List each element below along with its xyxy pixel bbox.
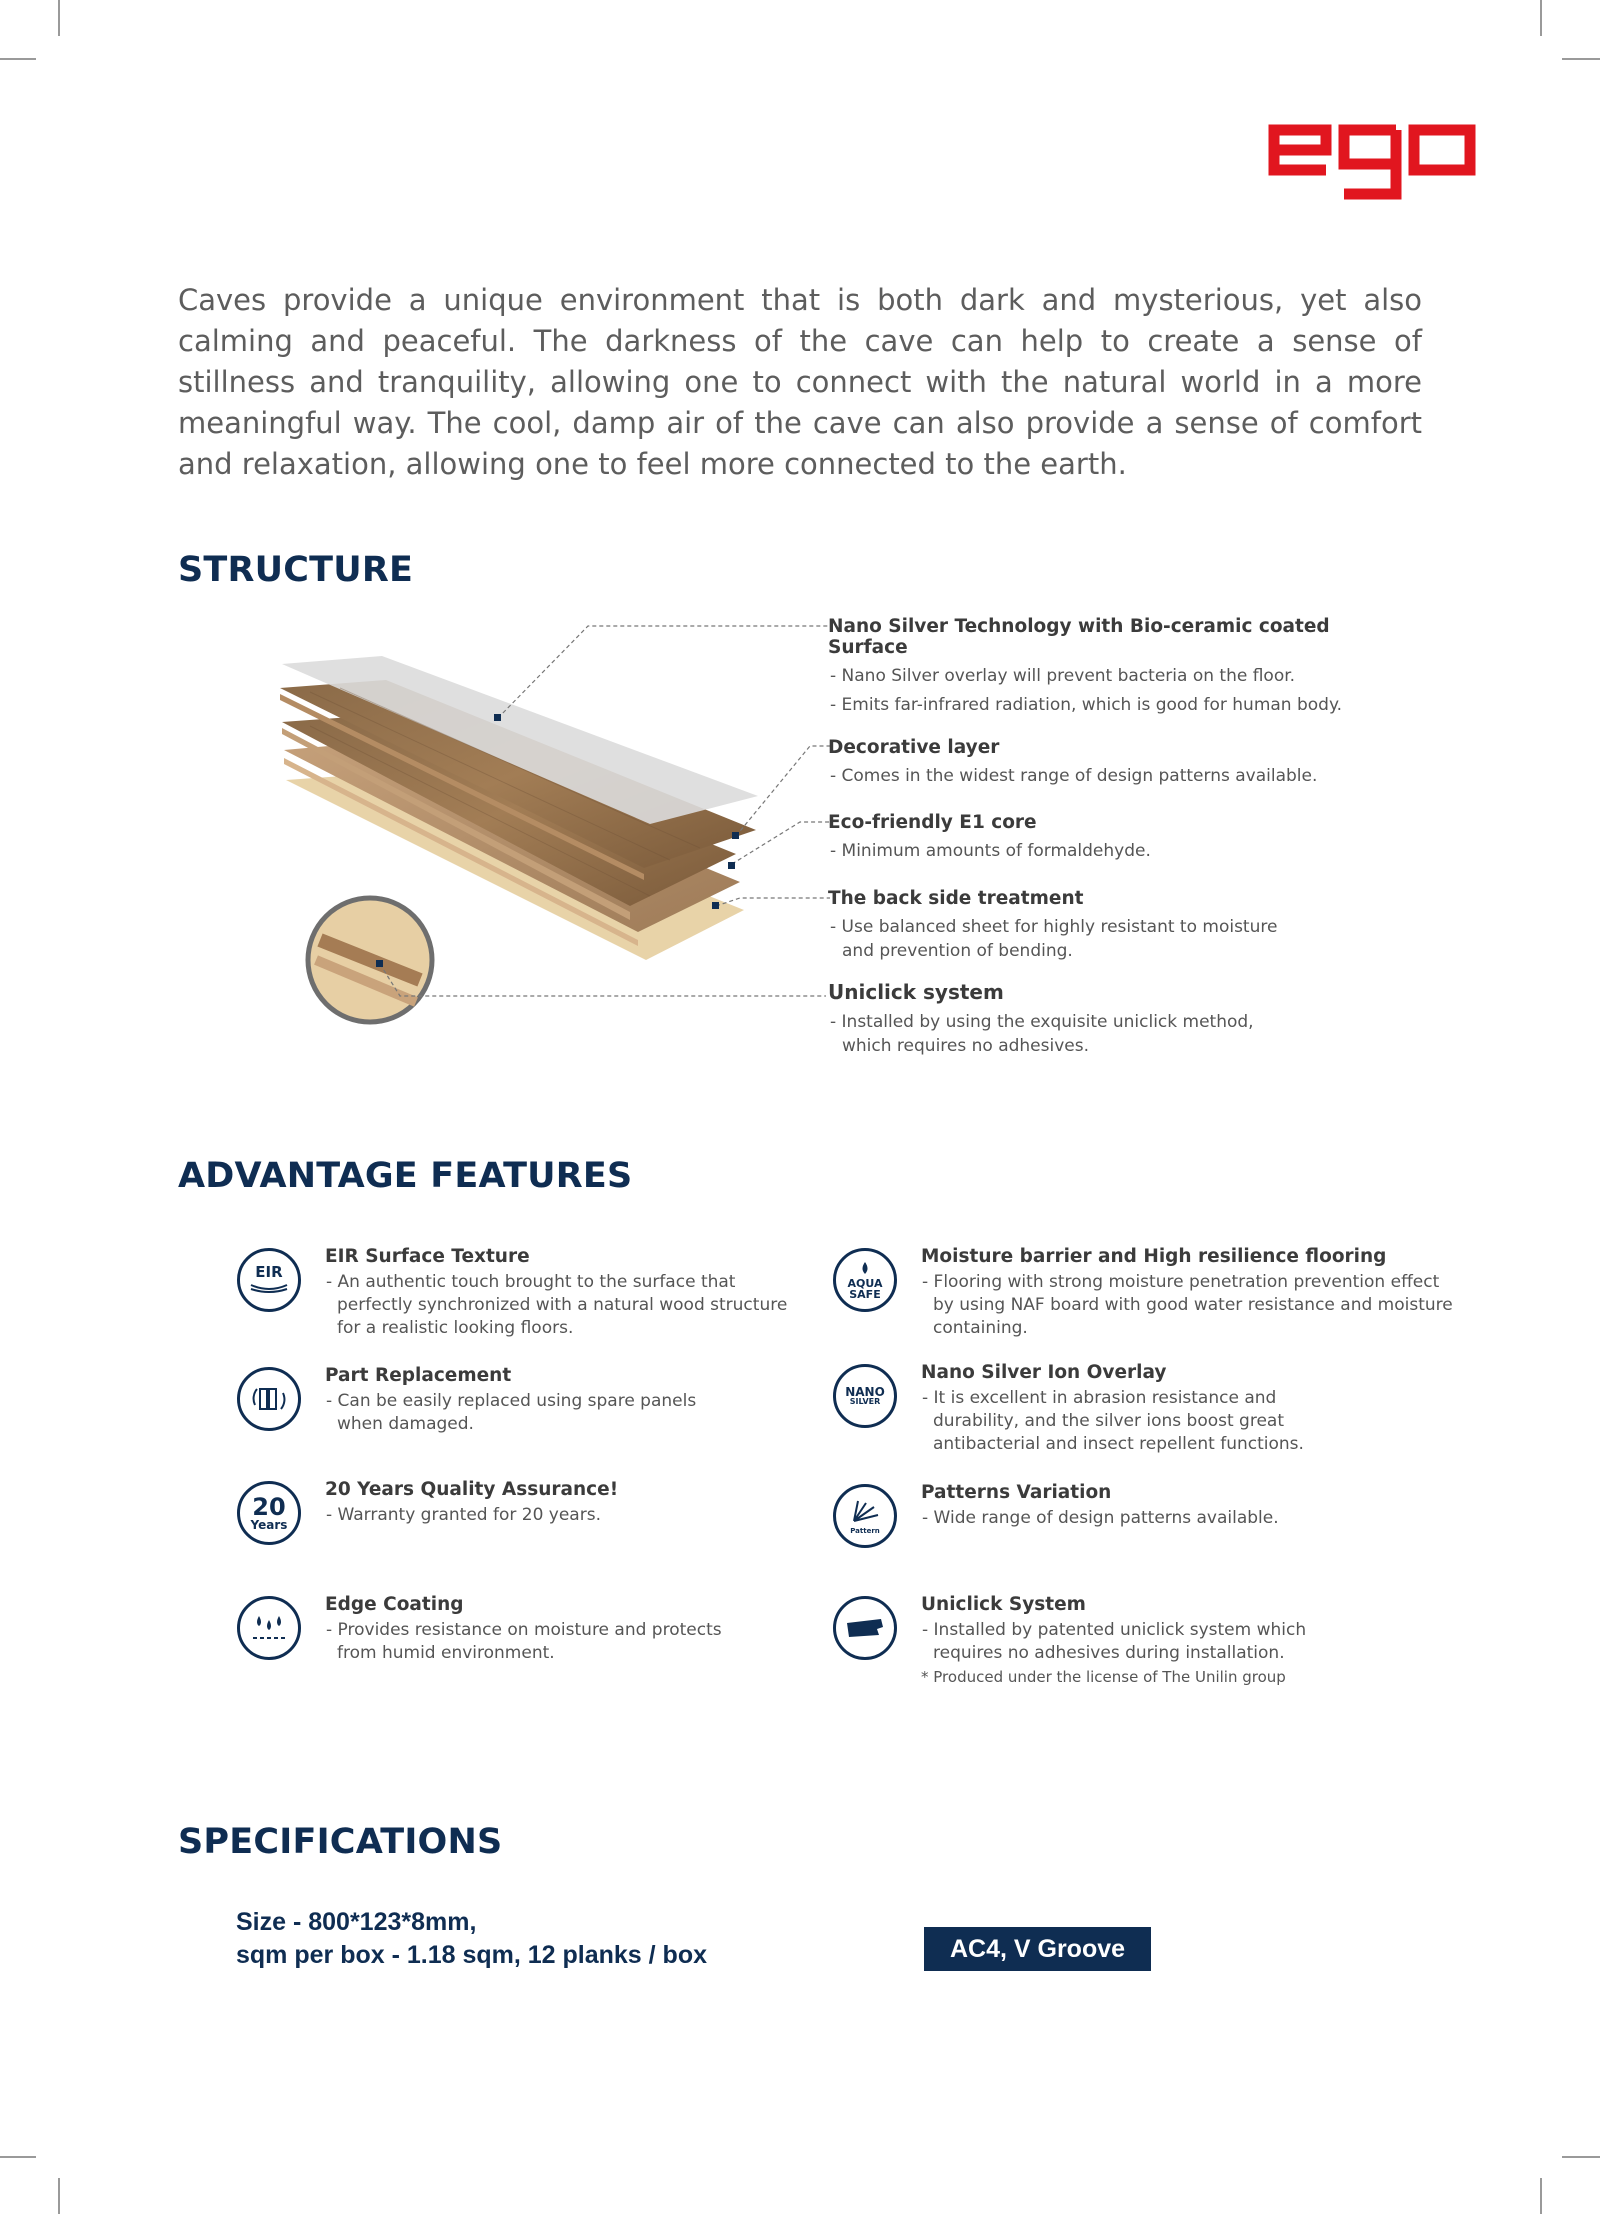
pattern-label: Pattern <box>850 1527 880 1535</box>
layer-title: The back side treatment <box>828 888 1084 909</box>
feature-desc: - Flooring with strong moisture penetration prevention effect by using NAF board with good water resistance and moisture containing. <box>922 1272 1453 1338</box>
crop-mark <box>1540 2178 1542 2214</box>
feature-title: Nano Silver Ion Overlay <box>921 1362 1167 1383</box>
feature-desc: - Wide range of design patterns available. <box>922 1508 1279 1528</box>
spec-box: sqm per box - 1.18 sqm, 12 planks / box <box>236 1941 707 1969</box>
layer-title: Decorative layer <box>828 737 1000 758</box>
intro-paragraph: Caves provide a unique environment that is both dark and mysterious, yet also calming and peaceful. The darkness of the cave can help to create a sense of stillness and tranquility, allowing one to connect with the natural world in a more meaningful way. The cool, damp air of the cave can also provide a sense of comfort and relaxation, allowing one to feel more connected to the earth. <box>178 283 1422 481</box>
silver-label: SILVER <box>849 1397 881 1406</box>
crop-mark <box>1562 58 1600 60</box>
feature-desc: - Installed by patented uniclick system which requires no adhesives during installation. <box>922 1620 1307 1663</box>
feature-title: Part Replacement <box>325 1365 512 1386</box>
feature-title: 20 Years Quality Assurance! <box>325 1479 619 1500</box>
layer-desc: - Nano Silver overlay will prevent bacteria on the floor. <box>830 666 1296 686</box>
layer-desc: - Comes in the widest range of design patterns available. <box>830 766 1318 786</box>
feature-desc: - Warranty granted for 20 years. <box>326 1505 601 1525</box>
spec-size: Size - 800*123*8mm, <box>236 1908 477 1936</box>
patterns-icon <box>833 1484 897 1548</box>
nano-label: NANO <box>845 1385 885 1399</box>
feature-title: Moisture barrier and High resilience flooring <box>921 1246 1387 1267</box>
layer-back-side <box>828 888 1298 968</box>
license-note: * Produced under the license of The Unilin group <box>921 1668 1286 1686</box>
layer-desc: - Minimum amounts of formaldehyde. <box>830 841 1151 861</box>
layer-title: Uniclick system <box>828 980 1004 1004</box>
years-number: 20 <box>252 1493 286 1521</box>
years-label: Years <box>250 1518 288 1532</box>
specifications-title: SPECIFICATIONS <box>178 1822 503 1862</box>
layer-decorative <box>828 737 1388 793</box>
layer-uniclick <box>828 980 1278 1063</box>
feature-title: Uniclick System <box>921 1594 1086 1615</box>
crop-mark <box>0 58 36 60</box>
crop-mark <box>1540 0 1542 36</box>
crop-mark <box>58 2178 60 2214</box>
crop-mark <box>0 2156 36 2158</box>
advantage-title: ADVANTAGE FEATURES <box>178 1156 633 1196</box>
structure-title: STRUCTURE <box>178 550 414 590</box>
spec-details <box>236 1906 707 1972</box>
crop-mark <box>58 0 60 36</box>
feature-desc: - Provides resistance on moisture and protects from humid environment. <box>326 1620 722 1663</box>
20-years-icon <box>237 1481 301 1545</box>
crop-mark <box>1562 2156 1600 2158</box>
feature-title: Patterns Variation <box>921 1482 1112 1503</box>
layer-desc: - Installed by using the exquisite uniclick method, which requires no adhesives. <box>830 1012 1254 1056</box>
feature-desc: - It is excellent in abrasion resistance and durability, and the silver ions boost great antibacterial and insect repellent functions. <box>922 1388 1304 1454</box>
eir-icon-text: EIR <box>255 1262 283 1281</box>
feature-title: EIR Surface Texture <box>325 1246 530 1267</box>
layer-nano-silver <box>828 616 1388 722</box>
layer-core <box>828 812 1388 868</box>
layer-title: Nano Silver Technology with Bio-ceramic coated Surface <box>828 616 1330 658</box>
spec-badge: AC4, V Groove <box>924 1927 1151 1971</box>
water-drops-icon <box>237 1596 301 1660</box>
part-replacement-icon <box>237 1367 301 1431</box>
layer-title: Eco-friendly E1 core <box>828 812 1037 833</box>
feature-desc: - Can be easily replaced using spare panels when damaged. <box>326 1391 697 1434</box>
aqua-label: AQUA <box>847 1276 883 1290</box>
uniclick-icon <box>833 1596 897 1660</box>
layer-desc: - Emits far-infrared radiation, which is good for human body. <box>830 695 1343 715</box>
eir-icon <box>237 1248 301 1312</box>
aqua-safe-icon <box>833 1248 897 1312</box>
nano-silver-icon <box>833 1364 897 1428</box>
ego-logo <box>1268 118 1476 202</box>
layer-desc: - Use balanced sheet for highly resistant to moisture and prevention of bending. <box>830 917 1278 961</box>
feature-desc: - An authentic touch brought to the surface that perfectly synchronized with a natural wood structure for a realistic looking floors. <box>326 1272 788 1338</box>
safe-label: SAFE <box>849 1287 881 1301</box>
feature-title: Edge Coating <box>325 1594 464 1615</box>
floor-layers-illustration <box>270 610 840 1050</box>
